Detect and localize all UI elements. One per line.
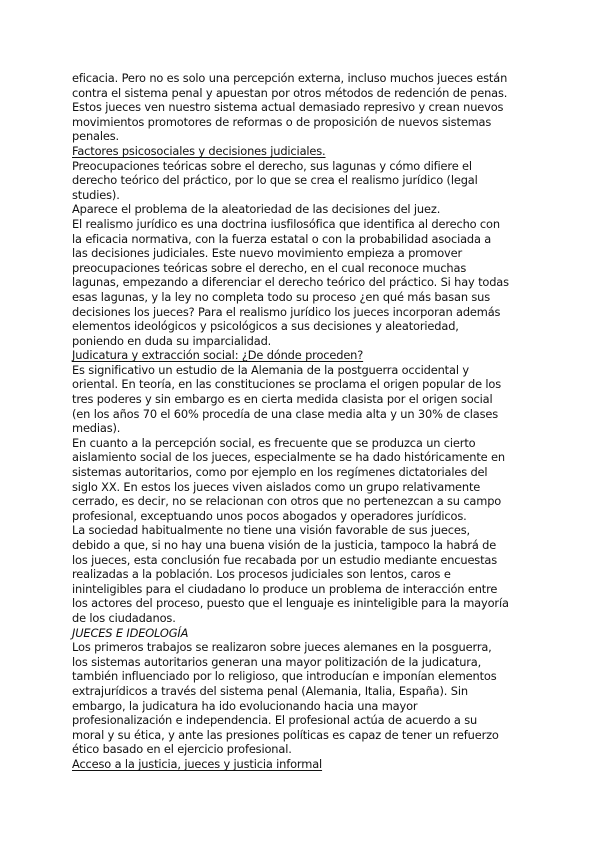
text-line: debido a que, si no hay una buena visión de la justicia, tampoco la habrá de (72, 538, 497, 552)
text-line: cerrado, es decir, no se relacionan con otros que no pertenezcan a su campo (72, 494, 502, 509)
text-line: extrajurídicos a través del sistema penal (Alemania, Italia, España). Sin (72, 683, 468, 698)
text-line: de los ciudadanos. (72, 610, 176, 625)
section-heading (72, 757, 532, 772)
section-heading (72, 144, 532, 159)
heading-text: Factores psicosociales y decisiones judiciales. (72, 143, 326, 158)
section-heading (72, 348, 532, 363)
text-line: poniendo en duda su imparcialidad. (72, 333, 272, 348)
text-line: eficacia. Pero no es solo una percepción externa, incluso muchos jueces están (72, 71, 508, 85)
text-line: medias). (72, 421, 121, 436)
paragraph (72, 523, 532, 625)
heading-text: Acceso a la justicia, jueces y justicia informal (72, 756, 323, 771)
paragraph (72, 71, 532, 144)
text-line: ininteligibles para el ciudadano lo produce un problema de interacción entre (72, 581, 498, 596)
text-line: las decisiones judiciales. Este nuevo movimiento empieza a promover (72, 246, 463, 261)
text-line: En cuanto a la percepción social, es frecuente que se produzca un cierto (72, 435, 476, 450)
text-line: ético basado en el ejercicio profesional. (72, 742, 292, 757)
text-line: Preocupaciones teóricas sobre el derecho, sus lagunas y cómo difiere el (72, 158, 472, 173)
text-line: los actores del proceso, puesto que el lenguaje es ininteligible para la mayoría (72, 596, 509, 611)
paragraph (72, 363, 532, 436)
text-line: derecho teórico del práctico, por lo que se crea el realismo jurídico (legal (72, 173, 478, 188)
text-line: Aparece el problema de la aleatoriedad de las decisiones del juez. (72, 202, 441, 217)
paragraph (72, 640, 532, 757)
text-line: preocupaciones teóricas sobre el derecho, en el cual reconoce muchas (72, 260, 467, 275)
text-line: profesional, exceptuando unos pocos abogados y operadores jurídicos. (72, 508, 467, 523)
paragraph (72, 159, 532, 203)
text-line: oriental. En teoría, en las constituciones se proclama el origen popular de los (72, 377, 502, 392)
text-line: siglo XX. En estos los jueces viven aislados como un grupo relativamente (72, 479, 481, 494)
text-line: contra el sistema penal y apuestan por otros métodos de redención de penas. (72, 85, 508, 100)
text-line: decisiones los jueces? Para el realismo jurídico los jueces incorporan además (72, 304, 501, 319)
text-line: elementos ideológicos y psicológicos a sus decisiones y aleatoriedad, (72, 319, 459, 334)
text-line: Los primeros trabajos se realizaron sobre jueces alemanes en la posguerra, (72, 640, 492, 655)
paragraph (72, 436, 532, 524)
text-line: (en los años 70 el 60% procedía de una clase media alta y un 30% de clases (72, 406, 499, 421)
text-line: Es significativo un estudio de la Alemania de la postguerra occidental y (72, 362, 469, 377)
section-title (72, 626, 532, 641)
text-line: La sociedad habitualmente no tiene una visión favorable de sus jueces, (72, 523, 471, 538)
text-line: penales. (72, 129, 119, 144)
text-line: lagunas, empezando a diferenciar el derecho teórico del práctico. Si hay todas (72, 275, 509, 290)
text-line: realizadas a la población. Los procesos judiciales son lentos, caros e (72, 567, 451, 582)
text-line: movimientos promotores de reformas o de proposición de nuevos sistemas (72, 114, 492, 129)
text-line: moral y su ética, y ante las presiones políticas es capaz de tener un refuerzo (72, 727, 499, 742)
heading-text: Judicatura y extracción social: ¿De dónde proceden? (72, 348, 364, 363)
text-line: tres poderes y sin embargo es en cierta medida clasista por el origen social (72, 392, 493, 407)
text-line: esas lagunas, y la ley no completa todo su proceso ¿en qué más basan sus (72, 289, 491, 304)
paragraph (72, 202, 532, 217)
text-line: los sistemas autoritarios generan una mayor politización de la judicatura, (72, 654, 482, 669)
heading-text: JUECES E IDEOLOGÍA (72, 625, 189, 640)
text-line: El realismo jurídico es una doctrina iusfilosófica que identifica al derecho con (72, 216, 500, 231)
paragraph (72, 217, 532, 348)
text-line: Estos jueces ven nuestro sistema actual demasiado represivo y crean nuevos (72, 100, 504, 115)
text-line: studies). (72, 187, 120, 202)
text-line: sistemas autoritarios, como por ejemplo en los regímenes dictatoriales del (72, 465, 488, 480)
text-line: también influenciado por lo religioso, que introducían e imponían elementos (72, 669, 497, 684)
text-line: la eficacia normativa, con la fuerza estatal o con la probabilidad asociada a (72, 231, 492, 246)
text-line: los jueces, esta conclusión fue recabada por un estudio mediante encuestas (72, 552, 498, 567)
text-line: aislamiento social de los jueces, especialmente se ha dado históricamente en (72, 450, 505, 465)
text-line: embargo, la judicatura ha ido evolucionando hacia una mayor (72, 698, 418, 713)
document-page (72, 71, 532, 772)
text-line: profesionalización e independencia. El profesional actúa de acuerdo a su (72, 713, 478, 728)
